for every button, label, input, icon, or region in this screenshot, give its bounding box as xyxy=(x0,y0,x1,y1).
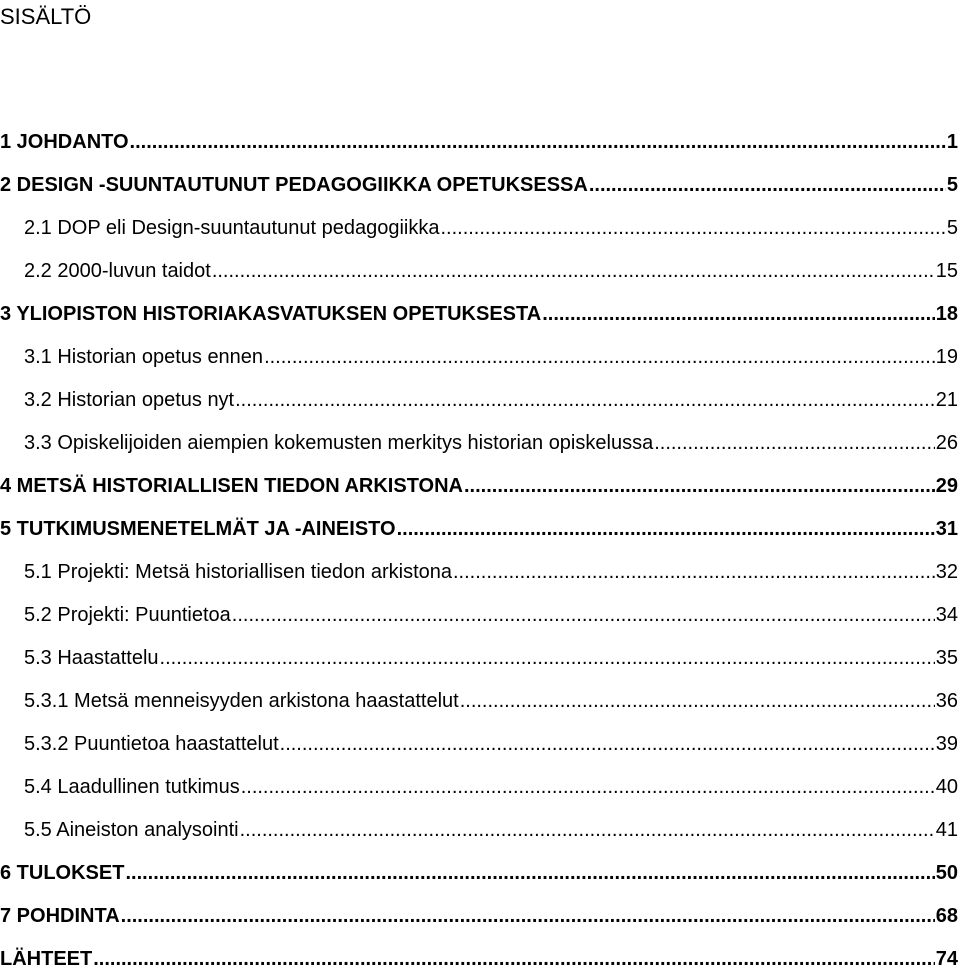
toc-entry[interactable] xyxy=(24,728,958,756)
dot-leader xyxy=(93,947,935,971)
toc-entry[interactable] xyxy=(24,814,958,842)
dot-leader xyxy=(130,130,946,154)
toc-entry-page-number: 36 xyxy=(935,690,958,712)
toc-entry-page-number: 34 xyxy=(935,604,958,626)
toc-entry-label: 6 TULOKSET xyxy=(0,862,125,884)
toc-entry[interactable] xyxy=(24,427,958,455)
toc-entry-page-number: 19 xyxy=(935,346,958,368)
toc-entry-label: 3.3 Opiskelijoiden aiempien kokemusten merkitys historian opiskelussa xyxy=(24,432,654,454)
toc-entry-label: 3.2 Historian opetus nyt xyxy=(24,389,235,411)
dot-leader xyxy=(542,302,935,326)
toc-entry-page-number: 74 xyxy=(935,948,958,970)
toc-entry[interactable] xyxy=(24,599,958,627)
dot-leader xyxy=(235,388,935,412)
dot-leader xyxy=(232,603,935,627)
toc-entry-label: 2.1 DOP eli Design-suuntautunut pedagogiikka xyxy=(24,217,440,239)
dot-leader xyxy=(464,474,935,498)
dot-leader xyxy=(460,689,935,713)
toc-entry-page-number: 26 xyxy=(935,432,958,454)
toc-entry-label: 7 POHDINTA xyxy=(0,905,120,927)
toc-entry-page-number: 1 xyxy=(946,131,958,153)
toc-entry-page-number: 29 xyxy=(935,475,958,497)
toc-entry[interactable] xyxy=(24,771,958,799)
toc-entry[interactable] xyxy=(0,943,958,971)
toc-entry-label: 3 YLIOPISTON HISTORIAKASVATUKSEN OPETUKSESTA xyxy=(0,303,542,325)
page-title: SISÄLTÖ xyxy=(0,4,92,29)
toc-entry-label: 5.4 Laadullinen tutkimus xyxy=(24,776,240,798)
toc-entry[interactable] xyxy=(0,169,958,197)
toc-entry-page-number: 21 xyxy=(935,389,958,411)
dot-leader xyxy=(654,431,935,455)
toc-entry-label: 5.3 Haastattelu xyxy=(24,647,159,669)
toc-entry-label: 5.3.2 Puuntietoa haastattelut xyxy=(24,733,279,755)
dot-leader xyxy=(121,904,935,928)
toc-entry-label: 2.2 2000-luvun taidot xyxy=(24,260,211,282)
toc-entry[interactable] xyxy=(24,341,958,369)
toc-entry-page-number: 35 xyxy=(935,647,958,669)
dot-leader xyxy=(397,517,935,541)
dot-leader xyxy=(212,259,935,283)
toc-entry[interactable] xyxy=(24,685,958,713)
dot-leader xyxy=(280,732,935,756)
dot-leader xyxy=(125,861,934,885)
toc-entry-page-number: 5 xyxy=(946,174,958,196)
toc-entry-label: 1 JOHDANTO xyxy=(0,131,129,153)
dot-leader xyxy=(241,775,935,799)
toc-entry-page-number: 68 xyxy=(935,905,958,927)
toc-entry[interactable] xyxy=(24,556,958,584)
dot-leader xyxy=(160,646,935,670)
toc-entry-label: LÄHTEET xyxy=(0,948,93,970)
toc-entry-page-number: 41 xyxy=(935,819,958,841)
toc-entry-page-number: 40 xyxy=(935,776,958,798)
toc-entry-page-number: 18 xyxy=(935,303,958,325)
toc-entry-label: 3.1 Historian opetus ennen xyxy=(24,346,264,368)
dot-leader xyxy=(589,173,946,197)
dot-leader xyxy=(453,560,935,584)
toc-entry[interactable] xyxy=(0,513,958,541)
dot-leader xyxy=(264,345,935,369)
toc-entry-label: 5.2 Projekti: Puuntietoa xyxy=(24,604,231,626)
toc-entry-label: 2 DESIGN -SUUNTAUTUNUT PEDAGOGIIKKA OPETUKSESSA xyxy=(0,174,588,196)
toc-entry-page-number: 5 xyxy=(946,217,958,239)
toc-entry[interactable] xyxy=(0,298,958,326)
toc-entry[interactable] xyxy=(24,212,958,240)
toc-entry-page-number: 39 xyxy=(935,733,958,755)
toc-entry[interactable] xyxy=(24,642,958,670)
toc-entry[interactable] xyxy=(0,126,958,154)
toc-entry[interactable] xyxy=(0,470,958,498)
toc-entry[interactable] xyxy=(0,900,958,928)
toc-entry-page-number: 15 xyxy=(935,260,958,282)
toc-entry[interactable] xyxy=(24,255,958,283)
dot-leader xyxy=(440,216,945,240)
toc-entry[interactable] xyxy=(0,857,958,885)
toc-entry[interactable] xyxy=(24,384,958,412)
toc-entry-page-number: 32 xyxy=(935,561,958,583)
toc-entry-label: 4 METSÄ HISTORIALLISEN TIEDON ARKISTONA xyxy=(0,475,463,497)
toc-entry-label: 5 TUTKIMUSMENETELMÄT JA -AINEISTO xyxy=(0,518,396,540)
dot-leader xyxy=(240,818,935,842)
toc-entry-page-number: 50 xyxy=(935,862,958,884)
toc-entry-page-number: 31 xyxy=(935,518,958,540)
toc-entry-label: 5.3.1 Metsä menneisyyden arkistona haastattelut xyxy=(24,690,459,712)
toc-entry-label: 5.1 Projekti: Metsä historiallisen tiedon arkistona xyxy=(24,561,452,583)
toc-entry-label: 5.5 Aineiston analysointi xyxy=(24,819,239,841)
